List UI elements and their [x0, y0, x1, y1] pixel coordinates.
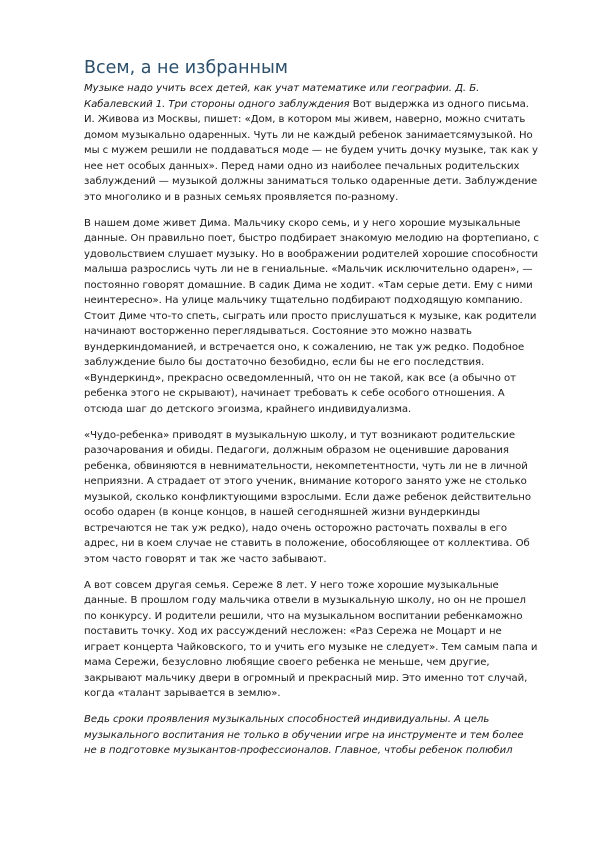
intro-paragraph — [84, 81, 539, 205]
document-title: Всем, а не избранным — [84, 58, 288, 78]
intro-text: Вот выдержка из одного письма. И. Живова из Москвы, пишет: «Дом, в котором мы живем, наверно, можно считать домом музыкально одаренных. Чуть ли не каждый ребенок занимаетсямузыкой. Но мы с мужем решили не поддаваться моде — не будем учить дочку музыке, так как у нее нет особых данных». Перед нами одно из наиболее печальных родительских заблуждений — музыкой должны заниматься только одаренные дети. Заблуждение это многолико и в разных семьях проявляется по-разному. — [84, 98, 538, 203]
paragraph-seryozha: А вот совсем другая семья. Сереже 8 лет. У него тоже хорошие музыкальные данные. В прошлом году мальчика отвели в музыкальную школу, но он не прошел по конкурсу. И родители решили, что на музыкальном воспитании ребенкаможно поставить точку. Ход их рассуждений несложен: «Раз Сережа не Моцарт и не играет концерта Чайковского, то и учить его музыке не следует». Тем самым папа и мама Сережи, безусловно любящие своего ребенка не меньше, чем другие, закрывают мальчику двери в огромный и прекрасный мир. Это именно тот случай, когда «талант зарывается в землю». — [84, 579, 538, 699]
paragraph-chudo-rebenok: «Чудо-ребенка» приводят в музыкальную школу, и тут возникают родительские разочарования и обиды. Педагоги, должным образом не оценившие дарования ребенка, обвиняются в невнимательности, некомпетентности, чуть ли не в личной неприязни. А страдает от этого ученик, внимание которого занято уже не столько музыкой, сколько конфликтующими взрослыми. Если даже ребенок действительно особо одарен (в конце концов, в нашей сегодняшней жизни вундеркинды встречаются не так уж редко), надо очень осторожно расточать похвалы в его адрес, ни в коем случае не ставить в положение, обособляющее от коллектива. Об этом часто говорят и так же часто забывают. — [84, 429, 531, 565]
document-body — [84, 81, 539, 769]
epigraph-text: Музыке надо учить всех детей, как учат математике или географии. Д. Б. Кабалевский 1. Три стороны одного заблуждения — [84, 83, 480, 110]
final-italic-text: Ведь сроки проявления музыкальных способностей индивидуальны. А цель музыкального воспитания не только в обучении игре на инструменте и тем более не в подготовке музыкантов-профессионалов. Главное, чтобы ребенок полюбил — [84, 714, 524, 756]
paragraph-final — [84, 712, 539, 759]
paragraph-dima: В нашем доме живет Дима. Мальчику скоро семь, и у него хорошие музыкальные данные. Он правильно поет, быстро подбирает знакомую мелодию на фортепиано, с удовольствием слушает музыку. Но в воображении родителей хорошие способности малыша разрослись чуть ли не в гениальные. «Мальчик исключительно одарен», — постоянно говорят домашние. В садик Дима не ходит. «Там серые дети. Ему с ними неинтересно». На улице мальчику тщательно подбирают подходящую компанию. Стоит Диме что-то спеть, сыграть или просто прислушаться к музыке, как родители начинают восторженно переглядываться. Состояние это можно назвать вундеркиндоманией, и встречается оно, к сожалению, не так уж редко. Подобное заблуждение было бы достаточно безобидно, если бы не его последствия. «Вундеркинд», прекрасно осведомленный, что он не такой, как все (а обычно от ребенка этого не скрывают), начинает требовать к себе особого отношения. А отсюда шаг до детского эгоизма, крайнего индивидуализма. — [84, 217, 539, 415]
